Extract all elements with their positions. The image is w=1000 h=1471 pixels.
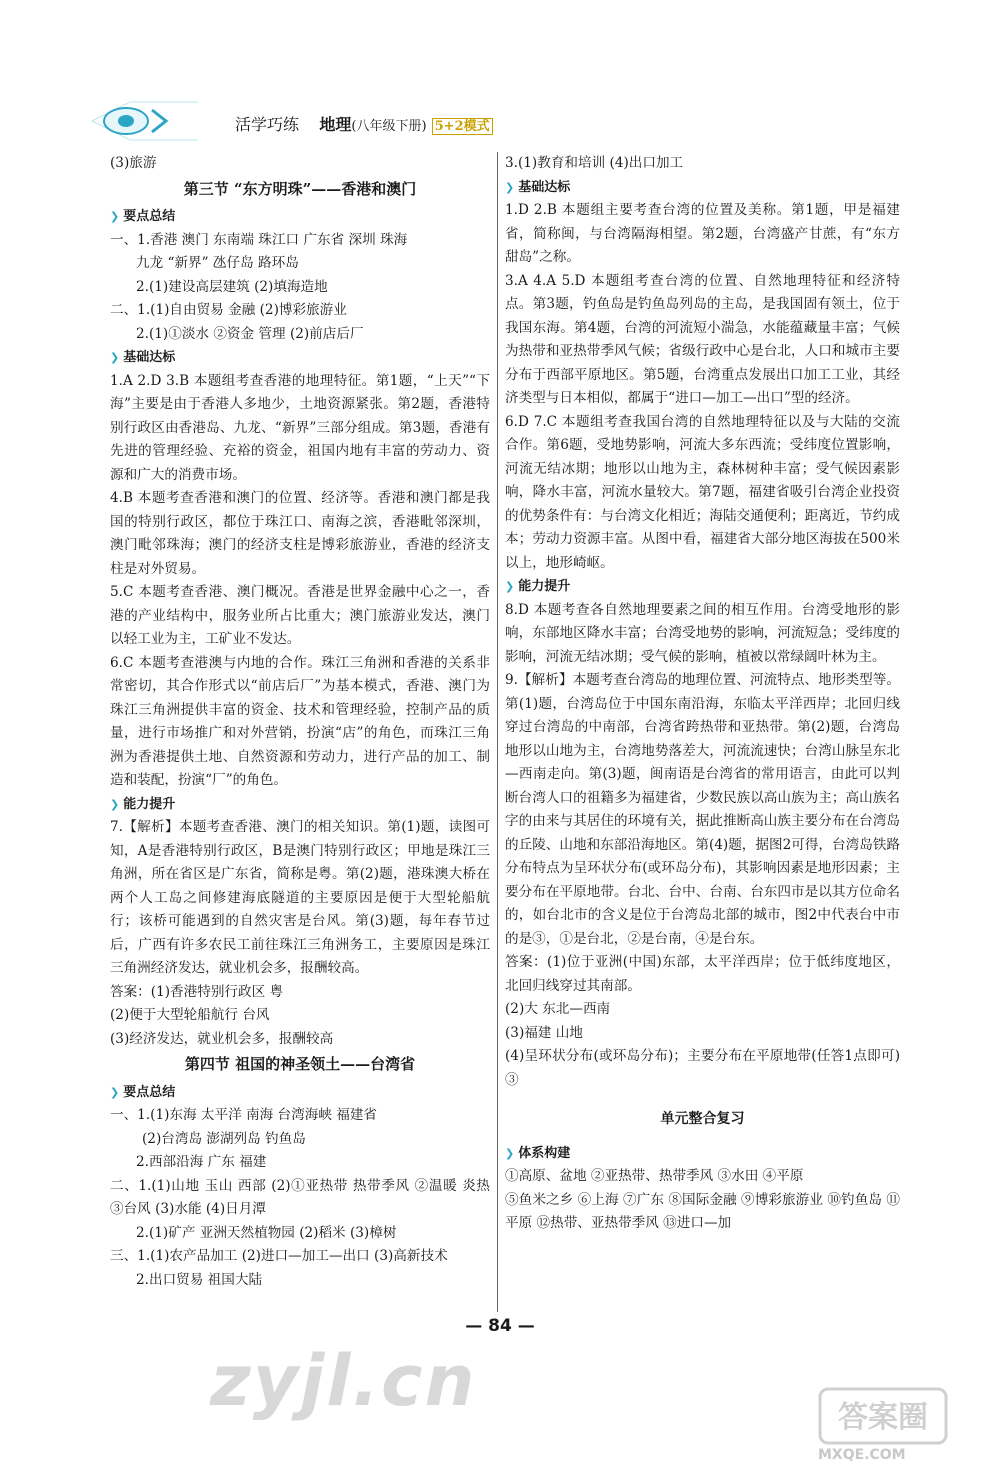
s4-point-7: 2.出口贸易 祖国大陆 <box>136 1271 263 1288</box>
svg-text:答案圈: 答案圈 <box>838 1400 928 1435</box>
answer-q7: 7.【解析】本题考查香港、澳门的相关知识。第(1)题，读图可知，A是香港特别行政区，B是澳门特别行政区；甲地是珠江三角洲，所在省区是广东省，简称是粤。第(2)题，港珠澳大桥在两个人工岛之间修建海底隧道的主要原因是便于大型轮船航行；该桥可能遇到的自然灾害是台风。第(3)题，每年春节过后，广西有许多农民工前往珠江三角洲务工，主要原因是珠江三角洲经济发达，就业机会多，报酬较高。 <box>110 819 490 976</box>
arrow-icon: ❯ <box>505 1146 515 1160</box>
answer-r-q9-a4: (4)呈环状分布(或环岛分布)；主要分布在平原地带(任答1点即可) ③ <box>505 1048 900 1088</box>
subheading-basic-right <box>505 176 900 200</box>
arrow-icon: ❯ <box>505 180 515 194</box>
section-3-title: 第三节 “东方明珠”——香港和澳门 <box>183 179 417 198</box>
s3-point-2: 九龙 “新界” 氹仔岛 路环岛 <box>136 255 299 271</box>
answer-r-q9-a1: 答案：(1)位于亚洲(中国)东部，太平洋西岸；位于低纬度地区，北回归线穿过其南部。 <box>505 954 900 994</box>
subheading-label: 要点总结 <box>123 209 176 224</box>
s4-point-4: 二、1.(1)山地 玉山 西部 (2)①亚热带 热带季风 ②温暖 炎热 ③台风 (3)水能 (4)日月潭 <box>110 1177 490 1217</box>
answer-r-q6-7: 6.D 7.C 本题组考查我国台湾的自然地理特征以及与大陆的交流合作。第6题，受地势影响，河流大多东西流；受纬度位置影响，河流无结冰期；地形以山地为主，森林树种丰富；受气候因素影响，降水丰富，河流水量较大。第7题，福建省吸引台湾企业投资的优势条件有：与台湾文化相近；海陆交通便利；距离近，节约成本；劳动力资源丰富。从图中看，福建省大部分地区海拔在500米以上，地形崎岖。 <box>505 413 900 571</box>
answer-r-q3-5: 3.A 4.A 5.D 本题组考查台湾的位置、自然地理特征和经济特点。第3题，钓鱼岛是钓鱼岛列岛的主岛，是我国固有领土，位于我国东海。第4题，台湾的河流短小湍急，水能蕴藏量丰富；气候为热带和亚热带季风气候；省级行政中心是台北，人口和城市主要分布于西部平原地区。第5题，台湾重点发展出口加工工业，其经济类型与日本相似，都属于“进口—加工—出口”型的经济。 <box>505 272 900 406</box>
s4-point-3: 2.西部沿海 广东 福建 <box>136 1154 267 1170</box>
answer-q4: 4.B 本题考查香港和澳门的位置、经济等。香港和澳门都是我国的特别行政区，都位于珠江口、南海之滨，香港毗邻深圳，澳门毗邻珠海；澳门的经济支柱是博彩旅游业，香港的经济支柱是对外贸易。 <box>110 490 490 577</box>
arrow-icon: ❯ <box>110 351 120 364</box>
answer-q7-a1: 答案：(1)香港特别行政区 粤 <box>110 983 284 1000</box>
page-header <box>70 100 950 148</box>
s3-point-5: 2.(1)①淡水 ②资金 管理 (2)前店后厂 <box>136 325 364 342</box>
answer-r-q1-2: 1.D 2.B 本题组主要考查台湾的位置及美称。第1题，甲是福建省，简称闽，与台湾隔海相望。第2题，台湾盛产甘蔗，有“东方甜岛”之称。 <box>505 202 900 265</box>
subject-name: 地理 <box>319 115 352 134</box>
s4-point-2: (2)台湾岛 澎湖列岛 钓鱼岛 <box>142 1130 306 1147</box>
subheading-key-points-2 <box>110 1081 490 1105</box>
watermark-mxqe: MXQE.COM <box>818 1447 906 1463</box>
arrow-icon: ❯ <box>505 580 515 593</box>
subheading-label: 体系构建 <box>518 1145 571 1161</box>
column-divider <box>497 152 498 1312</box>
unit-review-title: 单元整合复习 <box>660 1111 745 1127</box>
s4-point-6: 三、1.(1)农产品加工 (2)进口—加工—出口 (3)高新技术 <box>110 1248 448 1264</box>
arrow-icon: ❯ <box>110 797 120 811</box>
header-title <box>235 112 493 135</box>
s3-point-3: 2.(1)建设高层建筑 (2)填海造地 <box>136 278 328 295</box>
subheading-label: 能力提升 <box>123 796 176 812</box>
subheading-label: 基础达标 <box>518 179 571 195</box>
book-logo-icon <box>90 100 200 142</box>
s4-point-5: 2.(1)矿产 亚洲天然植物园 (2)稻米 (3)樟树 <box>136 1224 397 1241</box>
page-number: — 84 — <box>465 1316 535 1336</box>
right-column <box>505 152 900 1236</box>
mode-badge: 5+2模式 <box>432 118 493 135</box>
subheading-key-points <box>110 205 490 229</box>
grade-label: (八年级下册) <box>351 119 427 134</box>
subheading-system <box>505 1142 900 1166</box>
answer-r-q9: 9.【解析】本题考查台湾岛的地理位置、河流特点、地形类型等。第(1)题，台湾岛位于中国东南沿海，东临太平洋西岸；北回归线穿过台湾岛的中南部，台湾省跨热带和亚热带。第(2)题，台湾岛地形以山地为主，台湾地势落差大，河流流速快；台湾山脉呈东北—西南走向。第(3)题，闽南语是台湾省的常用语言，由此可以判断台湾人口的祖籍多为福建省，少数民族以高山族为主；高山族名字的由来与其居住的环境有关，据此推断高山族主要分布在台湾岛的丘陵、山地和东部沿海地区。第(4)题，据图2可得，台湾岛铁路分布特点为呈环状分布(或环岛分布)，其影响因素是地形因素；主要分布在平原地带。台北、台中、台南、台东四市是以其方位命名的，如台北市的含义是位于台湾岛北部的城市，图2中代表台中市的是③，①是台北，②是台南，④是台东。 <box>505 672 900 947</box>
left-column <box>110 152 490 1292</box>
system-line-1: ①高原、盆地 ②亚热带、热带季风 ③水田 ④平原 <box>505 1168 804 1184</box>
arrow-icon: ❯ <box>110 1085 120 1099</box>
right-top-line: 3.(1)教育和培训 (4)出口加工 <box>505 155 684 171</box>
left-top-line: (3)旅游 <box>110 155 157 171</box>
answer-q6: 6.C 本题考查港澳与内地的合作。珠江三角洲和香港的关系非常密切，其合作形式以“前店后厂”为基本模式，香港、澳门为珠江三角洲提供丰富的资金、技术和管理经验，控制产品的质量，进行市场推广和对外营销，扮演“店”的角色，而珠江三角洲为香港提供土地、自然资源和劳动力，进行产品的加工、制造和装配，扮演“厂”的角色。 <box>110 654 490 788</box>
answer-q7-a2: (2)便于大型轮船航行 台风 <box>110 1007 270 1023</box>
answer-q7-a3: (3)经济发达，就业机会多，报酬较高 <box>110 1030 334 1047</box>
s3-point-4: 二、1.(1)自由贸易 金融 (2)博彩旅游业 <box>110 302 347 318</box>
watermark-logo-icon <box>818 1385 948 1447</box>
section-4-title: 第四节 祖国的神圣领土——台湾省 <box>184 1055 416 1073</box>
answer-r-q9-a3: (3)福建 山地 <box>505 1024 583 1041</box>
book-name: 活学巧练 <box>235 115 300 134</box>
s4-point-1: 一、1.(1)东海 太平洋 南海 台湾海峡 福建省 <box>110 1107 378 1123</box>
subheading-ability-right <box>505 575 900 599</box>
subheading-basic <box>110 346 490 370</box>
answer-r-q9-a2: (2)大 东北—西南 <box>505 1001 611 1017</box>
answer-q5: 5.C 本题考查香港、澳门概况。香港是世界金融中心之一，香港的产业结构中，服务业所占比重大；澳门旅游业发达，澳门以轻工业为主，工矿业不发达。 <box>110 584 490 647</box>
answer-q1-3: 1.A 2.D 3.B 本题组考查香港的地理特征。第1题，“上天”“下海”主要是由于香港人多地少，土地资源紧张。第2题，香港特别行政区由香港岛、九龙、“新界”三部分组成。第3题，香港有先进的管理经验、充裕的资金，祖国内地有丰富的劳动力、资源和广大的消费市场。 <box>110 372 490 483</box>
subheading-label: 要点总结 <box>123 1084 176 1100</box>
s3-point-1: 一、1.香港 澳门 东南端 珠江口 广东省 深圳 珠海 <box>110 231 408 248</box>
arrow-icon: ❯ <box>110 210 120 223</box>
watermark-zyjl: zyjl.cn <box>210 1340 477 1422</box>
system-line-2: ⑤鱼米之乡 ⑥上海 ⑦广东 ⑧国际金融 ⑨博彩旅游业 ⑩钓鱼岛 ⑪平原 ⑫热带、亚热带季风 ⑬进口—加 <box>505 1191 900 1231</box>
subheading-label: 能力提升 <box>518 579 571 594</box>
answer-r-q8: 8.D 本题考查各自然地理要素之间的相互作用。台湾受地形的影响，东部地区降水丰富；台湾受地势的影响，河流短急；受纬度的影响，河流无结冰期；受气候的影响，植被以常绿阔叶林为主。 <box>505 601 900 665</box>
subheading-ability <box>110 793 490 817</box>
subheading-label: 基础达标 <box>123 350 176 365</box>
